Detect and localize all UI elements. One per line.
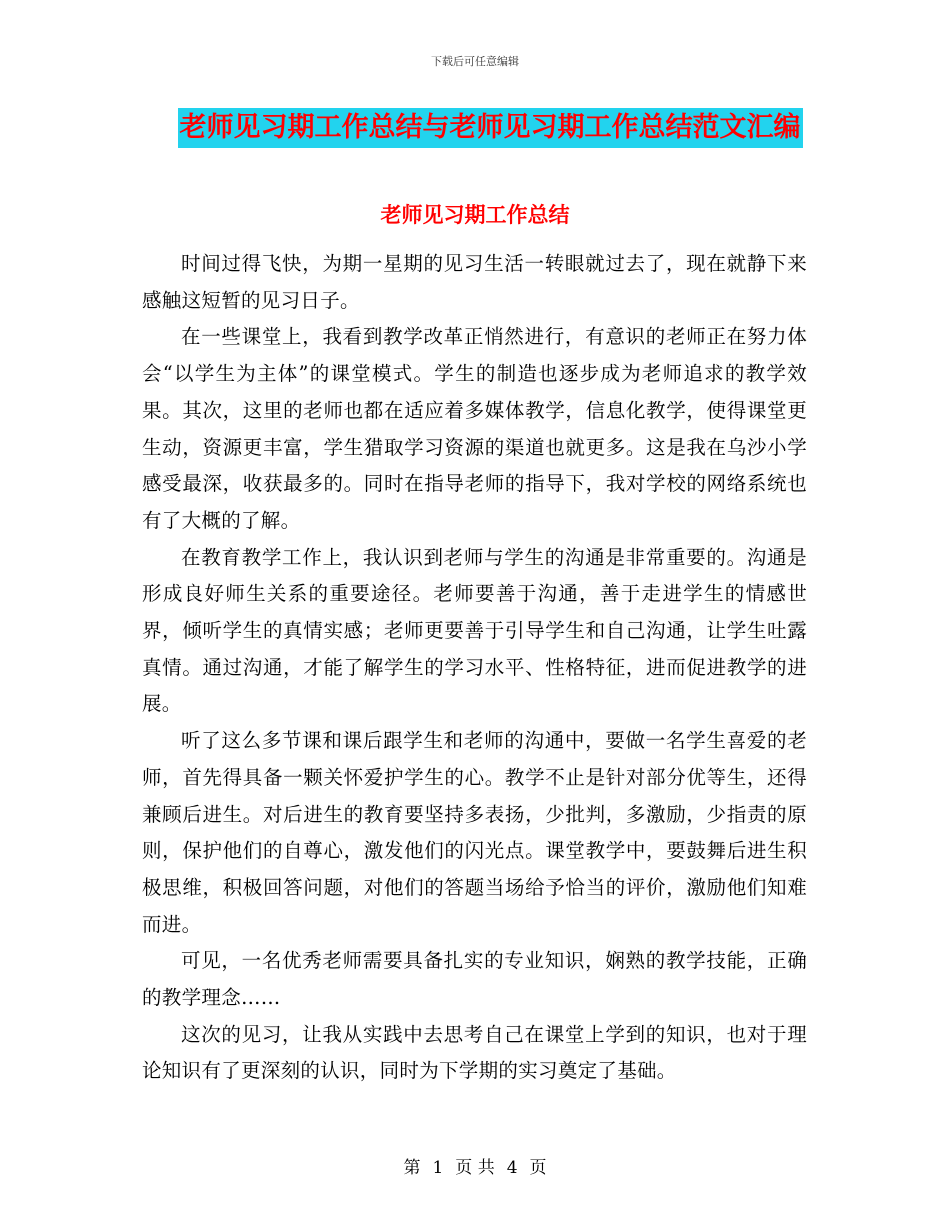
paragraph: 在教育教学工作上，我认识到老师与学生的沟通是非常重要的。沟通是形成良好师生关系的重要途径。老师要善于沟通，善于走进学生的情感世界，倾听学生的真情实感；老师更要善于引导学生和自己沟通，让学生吐露真情。通过沟通，才能了解学生的学习水平、性格特征，进而促进教学的进展。 (142, 545, 807, 716)
paragraph: 在一些课堂上，我看到教学改革正悄然进行，有意识的老师正在努力体会“以学生为主体”的课堂模式。学生的制造也逐步成为老师追求的教学效果。其次，这里的老师也都在适应着多媒体教学，信息化教学，使得课堂更生动，资源更丰富，学生猎取学习资源的渠道也就更多。这是我在乌沙小学感受最深，收获最多的。同时在指导老师的指导下，我对学校的网络系统也有了大概的了解。 (142, 325, 807, 532)
footer-total-pages: 4 (506, 1158, 518, 1178)
paragraph: 可见，一名优秀老师需要具备扎实的专业知识，娴熟的教学技能，正确的教学理念…… (142, 949, 807, 1010)
footer-page-number: 1 (432, 1158, 444, 1178)
section-title: 老师见习期工作总结 (380, 203, 570, 227)
document-body (142, 246, 807, 1090)
page-footer (0, 1153, 950, 1178)
header-note: 下载后可任意编辑 (431, 55, 519, 68)
main-title: 老师见习期工作总结与老师见习期工作总结范文汇编 (178, 108, 803, 148)
paragraph: 时间过得飞快，为期一星期的见习生活一转眼就过去了，现在就静下来感触这短暂的见习日子。 (142, 252, 807, 312)
paragraph: 听了这么多节课和课后跟学生和老师的沟通中，要做一名学生喜爱的老师，首先得具备一颗关怀爱护学生的心。教学不止是针对部分优等生，还得兼顾后进生。对后进生的教育要坚持多表扬，少批判，多激励，少指责的原则，保护他们的自尊心，激发他们的闪光点。课堂教学中，要鼓舞后进生积极思维，积极回答问题，对他们的答题当场给予恰当的评价，激励他们知难而进。 (142, 729, 807, 936)
footer-middle: 页 共 (455, 1158, 495, 1178)
main-title-container (0, 108, 950, 148)
paragraph: 这次的见习，让我从实践中去思考自己在课堂上学到的知识，也对于理论知识有了更深刻的认识，同时为下学期的实习奠定了基础。 (142, 1022, 807, 1083)
footer-suffix: 页 (529, 1158, 547, 1178)
footer-prefix: 第 (403, 1158, 421, 1178)
